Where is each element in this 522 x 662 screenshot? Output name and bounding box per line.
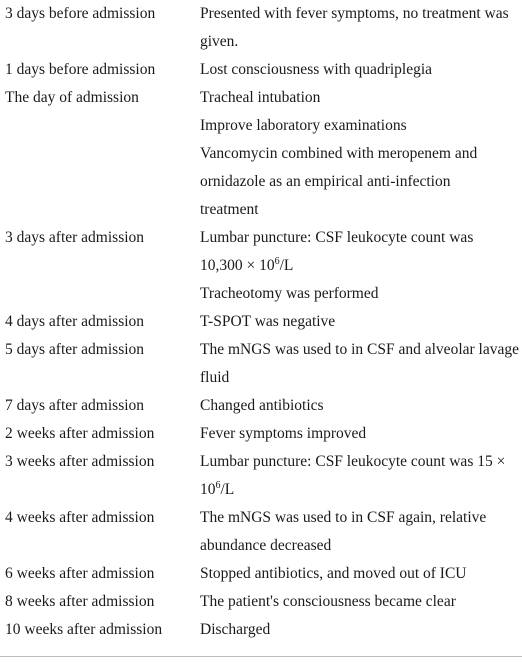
- event-text: Presented with fever symptoms, no treatment was: [200, 5, 509, 22]
- time-cell: 7 days after admission: [5, 397, 145, 414]
- table-row: [0, 0, 522, 56]
- event-text: Improve laboratory examinations: [200, 117, 407, 134]
- event-text: The patient's consciousness became clear: [200, 593, 456, 610]
- table-row: [0, 336, 522, 392]
- event-text: Tracheotomy was performed: [200, 285, 379, 302]
- event-text-part: 10: [200, 481, 216, 498]
- table-row: [0, 448, 522, 504]
- time-cell: 3 weeks after admission: [5, 453, 155, 470]
- event-text-part: /L: [279, 257, 294, 274]
- table-row: [0, 392, 522, 420]
- table-row: [0, 616, 522, 644]
- event-text: [200, 252, 516, 280]
- event-text: T-SPOT was negative: [200, 313, 336, 330]
- time-cell: 2 weeks after admission: [5, 425, 155, 442]
- event-text: Lumbar puncture: CSF leukocyte count was: [200, 229, 474, 246]
- time-cell: 8 weeks after admission: [5, 593, 155, 610]
- event-text: Tracheal intubation: [200, 89, 321, 106]
- event-text: abundance decreased: [200, 537, 332, 554]
- time-cell: 3 days before admission: [5, 5, 156, 22]
- event-text: Lost consciousness with quadriplegia: [200, 61, 433, 78]
- event-text-part: 10,300 × 10: [200, 257, 275, 274]
- event-text: fluid: [200, 369, 230, 386]
- table-row: [0, 588, 522, 616]
- event-text-part: /L: [220, 481, 235, 498]
- event-text: Discharged: [200, 621, 271, 638]
- table-row: [0, 84, 522, 224]
- time-cell: The day of admission: [5, 89, 139, 106]
- table-row: [0, 560, 522, 588]
- time-cell: 4 weeks after admission: [5, 509, 155, 526]
- event-text: Changed antibiotics: [200, 397, 324, 414]
- event-text: treatment: [200, 201, 259, 218]
- time-cell: 3 days after admission: [5, 229, 145, 246]
- table-row: [0, 56, 522, 84]
- time-cell: 6 weeks after admission: [5, 565, 155, 582]
- superscript-exponent: 6: [215, 479, 221, 491]
- event-text: Fever symptoms improved: [200, 425, 367, 442]
- event-text: Vancomycin combined with meropenem and: [200, 145, 478, 162]
- table-bottom-rule: [0, 656, 522, 657]
- event-text: Stopped antibiotics, and moved out of ICU: [200, 565, 467, 582]
- event-text: Lumbar puncture: CSF leukocyte count was 15 ×: [200, 453, 506, 470]
- event-text: The mNGS was used to in CSF again, relative: [200, 509, 487, 526]
- table-row: [0, 224, 522, 308]
- table-row: [0, 504, 522, 560]
- superscript-exponent: 6: [274, 255, 280, 267]
- table-row: [0, 308, 522, 336]
- time-cell: 10 weeks after admission: [5, 621, 163, 638]
- time-cell: 4 days after admission: [5, 313, 145, 330]
- time-cell: 1 days before admission: [5, 61, 156, 78]
- event-text: [200, 476, 516, 504]
- event-text: ornidazole as an empirical anti-infection: [200, 173, 451, 190]
- event-text: The mNGS was used to in CSF and alveolar lavage: [200, 341, 519, 358]
- event-text: given.: [200, 33, 239, 50]
- time-cell: 5 days after admission: [5, 341, 145, 358]
- table-row: [0, 420, 522, 448]
